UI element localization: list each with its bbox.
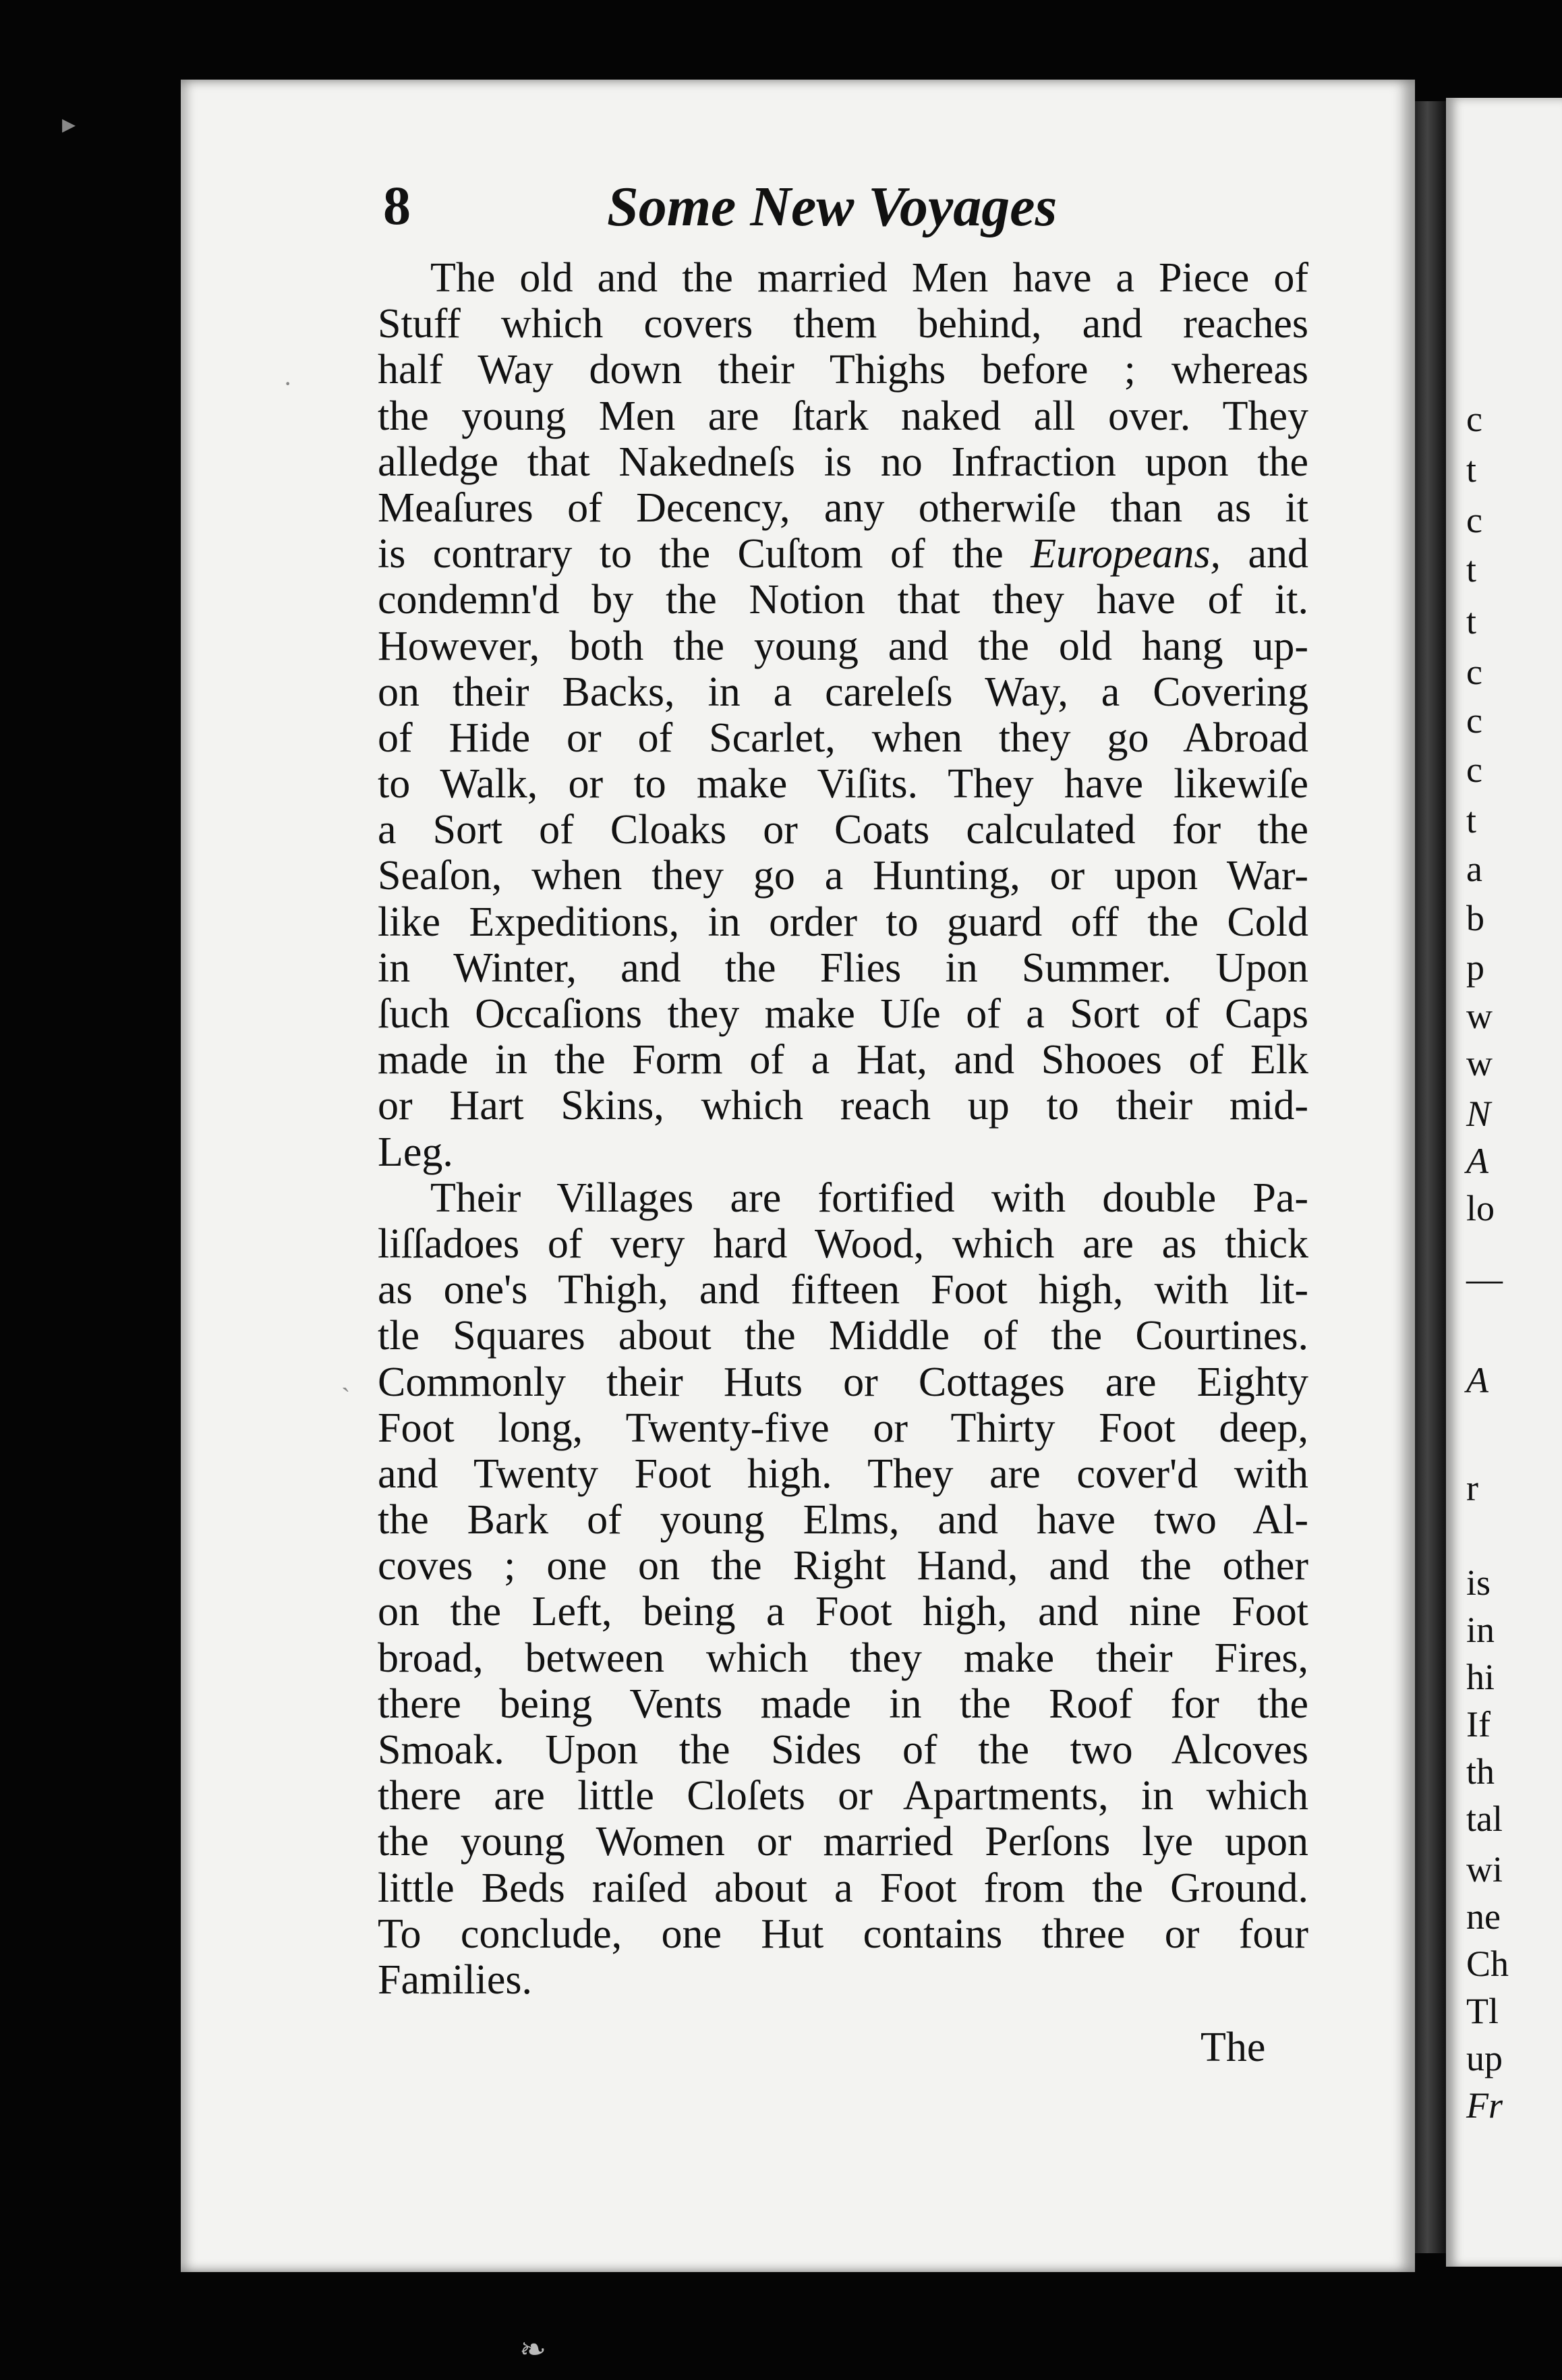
facing-page-fragment: w	[1466, 996, 1493, 1036]
facing-page-fragment: c	[1466, 652, 1482, 692]
text-line: in Winter, and the Flies in Summer. Upon	[378, 944, 1308, 991]
text-line: as one's Thigh, and fifteen Foot high, with lit-	[378, 1267, 1308, 1313]
text-line: Their Villages are fortified with double Pa-	[430, 1174, 1308, 1221]
text-line: Foot long, Twenty-five or Thirty Foot deep,	[378, 1405, 1308, 1451]
facing-page-fragment: wi	[1466, 1849, 1503, 1890]
facing-page-fragment: t	[1466, 449, 1477, 490]
facing-page-fragment: Tl	[1466, 1991, 1499, 2031]
text-line: on their Backs, in a careleſs Way, a Covering	[378, 669, 1308, 715]
facing-page-fragment: c	[1466, 749, 1482, 790]
text-line: To conclude, one Hut contains three or four	[378, 1910, 1308, 1957]
facing-page-fragment: c	[1466, 399, 1482, 439]
facing-page-fragment: Ch	[1466, 1944, 1509, 1984]
text-line: condemn'd by the Notion that they have of it.	[378, 577, 1308, 623]
text-line: alledge that Nakedneſs is no Infraction upon the	[378, 438, 1308, 485]
text-line: ſuch Occaſions they make Uſe of a Sort of Caps	[378, 991, 1308, 1037]
text-line: the young Men are ſtark naked all over. They	[378, 393, 1308, 439]
facing-page-fragment: N	[1466, 1094, 1491, 1134]
text-line: Smoak. Upon the Sides of the two Alcoves	[378, 1727, 1308, 1773]
scan-speck: ▸	[62, 109, 76, 139]
book-gutter	[1415, 101, 1446, 2253]
facing-page-fragment: th	[1466, 1751, 1495, 1792]
facing-page-fragment: hi	[1466, 1657, 1495, 1697]
facing-page-fragment: A	[1466, 1360, 1488, 1400]
scan-speck: `	[341, 1382, 351, 1413]
scan-speck: ·	[283, 368, 293, 399]
text-line: like Expeditions, in order to guard off the Cold	[378, 899, 1308, 945]
facing-page-fragment: If	[1466, 1704, 1491, 1745]
facing-page-fragment: A	[1466, 1141, 1488, 1181]
facing-page-fragment: r	[1466, 1468, 1478, 1508]
text-line: there are little Cloſets or Apartments, in which	[378, 1773, 1308, 1819]
running-title: Some New Voyages	[607, 175, 1058, 238]
facing-page-fragment: in	[1466, 1610, 1495, 1650]
body-text	[378, 255, 1308, 2003]
facing-page-fragment: lo	[1466, 1188, 1495, 1228]
facing-page-fragment: is	[1466, 1562, 1491, 1603]
text-line: the young Women or married Perſons lye upon	[378, 1819, 1308, 1865]
facing-page-fragment: up	[1466, 2038, 1503, 2078]
facing-page-fragment: a	[1466, 849, 1482, 889]
text-line: a Sort of Cloaks or Coats calculated for the	[378, 807, 1308, 853]
facing-page-fragment: —	[1466, 1259, 1503, 1299]
facing-page-fragment: p	[1466, 947, 1484, 988]
text-line: half Way down their Thighs before ; whereas	[378, 347, 1308, 393]
scan-smudge: ❧	[519, 2332, 547, 2368]
text-line: tle Squares about the Middle of the Courtines.	[378, 1313, 1308, 1359]
catchword: The	[1201, 2024, 1266, 2070]
text-line: the Bark of young Elms, and have two Al-	[378, 1497, 1308, 1543]
facing-page-fragment: Fr	[1466, 2085, 1503, 2126]
text-line: on the Left, being a Foot high, and nine Foot	[378, 1589, 1308, 1635]
text-line: Stuff which covers them behind, and reaches	[378, 301, 1308, 347]
facing-page-fragment: c	[1466, 700, 1482, 741]
text-line: coves ; one on the Right Hand, and the other	[378, 1543, 1308, 1589]
facing-page-fragment: w	[1466, 1043, 1493, 1083]
facing-page-fragment: t	[1466, 601, 1477, 642]
text-line: or Hart Skins, which reach up to their mid-	[378, 1083, 1308, 1129]
text-line: Commonly their Huts or Cottages are Eighty	[378, 1359, 1308, 1405]
text-line: Leg.	[378, 1129, 453, 1175]
facing-page-fragment: t	[1466, 549, 1477, 590]
facing-page	[1446, 98, 1562, 2267]
facing-page-fragment: b	[1466, 898, 1484, 938]
text-line: is contrary to the Cuſtom of the Europeans, and	[378, 531, 1308, 577]
text-line: and Twenty Foot high. They are cover'd with	[378, 1450, 1308, 1497]
text-line: The old and the married Men have a Piece of	[430, 255, 1308, 301]
facing-page-fragment: t	[1466, 800, 1477, 841]
facing-page-fragment: tal	[1466, 1798, 1503, 1839]
page-number: 8	[383, 175, 411, 236]
text-line: of Hide or of Scarlet, when they go Abroad	[378, 714, 1308, 761]
text-line: Seaſon, when they go a Hunting, or upon War-	[378, 853, 1308, 899]
text-line: Meaſures of Decency, any otherwiſe than as it	[378, 484, 1308, 531]
text-line: Families.	[378, 1956, 533, 2003]
text-line: to Walk, or to make Viſits. They have likewiſe	[378, 761, 1308, 808]
text-line: little Beds raiſed about a Foot from the Ground.	[378, 1865, 1308, 1911]
text-line: broad, between which they make their Fires,	[378, 1635, 1308, 1681]
text-line: made in the Form of a Hat, and Shooes of Elk	[378, 1037, 1308, 1083]
facing-page-fragment: c	[1466, 500, 1482, 540]
text-line: liſſadoes of very hard Wood, which are as thick	[378, 1220, 1308, 1267]
text-line: However, both the young and the old hang up-	[378, 623, 1308, 669]
text-line: there being Vents made in the Roof for the	[378, 1680, 1308, 1727]
facing-page-fragment: ne	[1466, 1896, 1501, 1937]
